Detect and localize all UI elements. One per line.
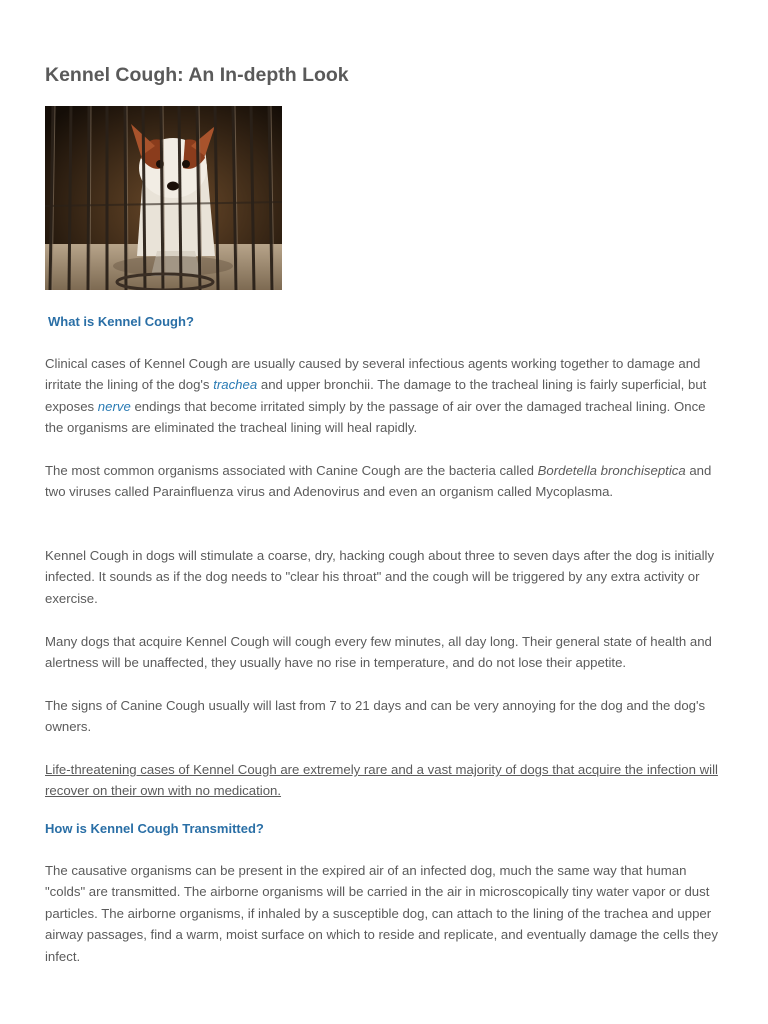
text: Clinical cases of Kennel Cough are usually caused by several infectious agents working together to damage and irritate the lining of the dog's bbox=[45, 356, 701, 393]
section-heading-what-is: What is Kennel Cough? bbox=[48, 314, 194, 329]
italic-organism-name: Bordetella bronchiseptica bbox=[537, 463, 686, 478]
text: and upper bronchii. The damage to the tracheal lining is fairly superficial, but exposes bbox=[45, 377, 707, 414]
page-title: Kennel Cough: An In-depth Look bbox=[45, 64, 349, 86]
paragraph-5: The signs of Canine Cough usually will last from 7 to 21 days and can be very annoying for the dog and the dog's owners. bbox=[45, 698, 706, 735]
paragraph-6-underlined: Life-threatening cases of Kennel Cough are extremely rare and a vast majority of dogs that acquire the infection will recover on their own with no medication. bbox=[45, 762, 718, 799]
paragraph-7: The causative organisms can be present in the expired air of an infected dog, much the same way that human "colds" are transmitted. The airborne organisms will be carried in the air in microscopically tiny water vapor or dust particles. The airborne organisms, if inhaled by a susceptible dog, can attach to the lining of the trachea and upper airway passages, find a warm, moist surface on which to reside and replicate, and eventually damage the cells they infect. bbox=[45, 863, 718, 964]
paragraph-3: Kennel Cough in dogs will stimulate a coarse, dry, hacking cough about three to seven days after the dog is initially infected. It sounds as if the dog needs to "clear his throat" and the cough will be triggered by any extra activity or exercise. bbox=[45, 548, 715, 606]
text: endings that become irritated simply by the passage of air over the damaged tracheal lining. Once the organisms are eliminated the tracheal lining will heal rapidly. bbox=[45, 398, 706, 436]
caged-dog-photo bbox=[45, 106, 282, 290]
paragraph-4: Many dogs that acquire Kennel Cough will cough every few minutes, all day long. Their general state of health and alertness will be unaffected, they usually have no rise in temperature, and do not lose their appetite. bbox=[45, 634, 712, 671]
link-trachea[interactable]: trachea bbox=[213, 377, 258, 393]
paragraph-2 bbox=[45, 460, 725, 503]
text: The most common organisms associated with Canine Cough are the bacteria called bbox=[45, 463, 538, 478]
text: and two viruses called Parainfluenza virus and Adenovirus and even an organism called Mycoplasma. bbox=[45, 463, 712, 500]
link-nerve[interactable]: nerve bbox=[97, 398, 131, 414]
section-heading-transmission: How is Kennel Cough Transmitted? bbox=[45, 821, 264, 836]
paragraph-1 bbox=[45, 353, 725, 439]
